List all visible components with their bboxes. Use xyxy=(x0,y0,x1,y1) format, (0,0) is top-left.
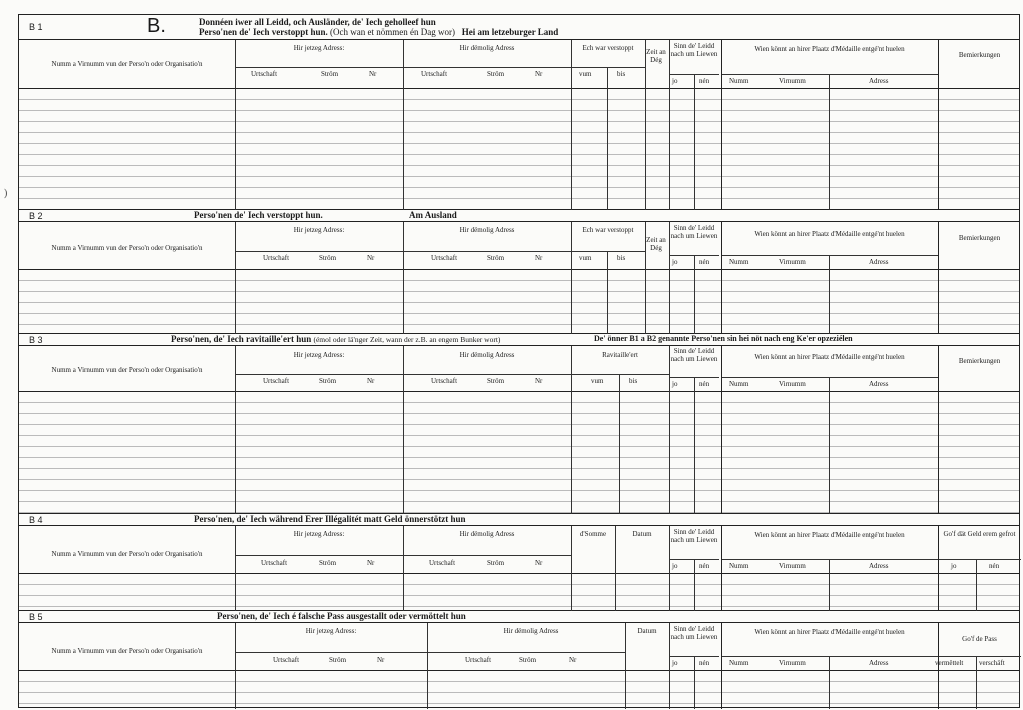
table-header xyxy=(19,222,1019,270)
no-header: nén xyxy=(699,77,710,85)
place-header: Urtschaft xyxy=(421,70,448,78)
medal-header: Wien könnt an hirer Plaatz d'Médaille entgé'nt huelen xyxy=(754,531,905,539)
section-b1 xyxy=(19,15,1019,210)
street-header: Ström xyxy=(487,70,505,78)
table-body xyxy=(19,671,1019,709)
alive-header: Sinn de' Leidd nach um Liewen xyxy=(670,625,718,641)
no-header: nén xyxy=(989,562,1000,570)
remarks-header: Bemierkungen xyxy=(958,51,1001,59)
pass-issued-header: vermëttelt xyxy=(935,659,964,667)
from-header: vum xyxy=(579,70,592,78)
nr-header: Nr xyxy=(367,377,375,385)
section-b2-title xyxy=(19,210,1019,222)
alive-header: Sinn de' Leidd nach um Liewen xyxy=(670,42,718,58)
section-title: Perso'nen, de' Iech é falsche Pass ausgestallt oder vermöttelt hun xyxy=(217,611,466,621)
place-header: Urtschaft xyxy=(263,377,290,385)
medal-name-header: Numm xyxy=(729,77,749,85)
name-col-header: Numm a Virnumm vun der Perso'n oder Organisatio'n xyxy=(51,550,203,558)
nr-header: Nr xyxy=(377,656,385,664)
place-header: Urtschaft xyxy=(251,70,278,78)
section-b2 xyxy=(19,210,1019,334)
to-header: bis xyxy=(617,254,626,262)
current-address-header: Hir jetzeg Adress: xyxy=(293,226,345,234)
nr-header: Nr xyxy=(535,559,543,567)
section-title-tail: De' önner B1 a B2 genannte Perso'nen sin hei nöt nach eng Ke'er opzeziélen xyxy=(594,334,853,343)
yes-header: jo xyxy=(672,659,678,667)
section-b5 xyxy=(19,611,1019,709)
current-address-header: Hir jetzeg Adress: xyxy=(293,351,345,359)
days-header: Zeit an Dég xyxy=(646,48,666,64)
medal-first-header: Virnumm xyxy=(779,258,806,266)
street-header: Ström xyxy=(319,254,337,262)
medal-first-header: Virnumm xyxy=(779,380,806,388)
section-title-tail: Am Ausland xyxy=(409,210,457,220)
nr-header: Nr xyxy=(367,559,375,567)
medal-first-header: Virnumm xyxy=(779,659,806,667)
medal-name-header: Numm xyxy=(729,562,749,570)
place-header: Urtschaft xyxy=(431,377,458,385)
former-address-header: Hir dëmolig Adress xyxy=(459,226,515,234)
nr-header: Nr xyxy=(569,656,577,664)
table-header xyxy=(19,40,1019,89)
place-header: Urtschaft xyxy=(431,254,458,262)
name-col-header: Numm a Virnumm vun der Perso'n oder Organisatio'n xyxy=(51,366,203,374)
date-header: Datum xyxy=(637,627,657,635)
section-title: Donnéen iwer all Leidd, och Ausländer, de' Iech geholleef hun xyxy=(199,17,436,27)
medal-address-header: Adress xyxy=(869,77,889,85)
table-body xyxy=(19,574,1019,611)
table-body xyxy=(19,392,1019,514)
medal-header: Wien könnt an hirer Plaatz d'Médaille entgé'nt huelen xyxy=(754,353,905,361)
section-b4 xyxy=(19,514,1019,611)
medal-name-header: Numm xyxy=(729,380,749,388)
yes-header: jo xyxy=(672,380,678,388)
former-address-header: Hir dëmolig Adress xyxy=(459,44,515,52)
current-address-header: Hir jetzeg Adress: xyxy=(293,530,345,538)
place-header: Urtschaft xyxy=(465,656,492,664)
street-header: Ström xyxy=(487,377,505,385)
days-header: Zeit an Dég xyxy=(646,236,666,252)
current-address-header: Hir jetzeg Adress: xyxy=(305,627,357,635)
medal-address-header: Adress xyxy=(869,380,889,388)
medal-first-header: Virnumm xyxy=(779,562,806,570)
hidden-header: Ech war verstoppt xyxy=(582,44,634,52)
section-b1-title xyxy=(19,15,1019,40)
to-header: bis xyxy=(629,377,638,385)
table-header xyxy=(19,623,1019,671)
table-header xyxy=(19,526,1019,574)
date-header: Datum xyxy=(632,530,652,538)
no-header: nén xyxy=(699,562,710,570)
section-b5-title xyxy=(19,611,1019,623)
pass-header: Go'f de Pass xyxy=(962,635,997,643)
sum-header: d'Somme xyxy=(579,530,607,538)
name-col-header: Numm a Virnumm vun der Perso'n oder Organisatio'n xyxy=(51,244,203,252)
section-title: Perso'nen de' Iech verstoppt hun. xyxy=(194,210,323,220)
yes-header: jo xyxy=(951,562,957,570)
remarks-header: Bemierkungen xyxy=(958,357,1001,365)
street-header: Ström xyxy=(319,377,337,385)
alive-header: Sinn de' Leidd nach um Liewen xyxy=(670,528,718,544)
section-title: Perso'nen, de' Iech während Erer Illégalitét matt Geld önnerstötzt hun xyxy=(194,514,466,524)
street-header: Ström xyxy=(329,656,347,664)
nr-header: Nr xyxy=(535,254,543,262)
former-address-header: Hir dëmolig Adress xyxy=(503,627,559,635)
section-b3-title xyxy=(19,334,1019,346)
alive-header: Sinn de' Leidd nach um Liewen xyxy=(670,347,718,363)
hidden-header: Ech war verstoppt xyxy=(582,226,634,234)
medal-name-header: Numm xyxy=(729,659,749,667)
nr-header: Nr xyxy=(535,377,543,385)
medal-name-header: Numm xyxy=(729,258,749,266)
section-subtitle: Perso'nen de' Iech verstoppt hun. (Och wan et nömmen én Dag wor) Hei am letzeburger Land xyxy=(199,27,559,37)
street-header: Ström xyxy=(321,70,339,78)
nr-header: Nr xyxy=(367,254,375,262)
no-header: nén xyxy=(699,380,710,388)
yes-header: jo xyxy=(672,258,678,266)
street-header: Ström xyxy=(487,559,505,567)
section-code: B 2 xyxy=(29,211,43,221)
supplied-header: Ravitaille'ert xyxy=(602,351,638,359)
alive-header: Sinn de' Leidd nach um Liewen xyxy=(670,224,718,240)
name-col-header: Numm a Virnumm vun der Perso'n oder Organisatio'n xyxy=(51,60,203,68)
no-header: nén xyxy=(699,659,710,667)
table-body xyxy=(19,270,1019,334)
from-header: vum xyxy=(579,254,592,262)
name-col-header: Numm a Virnumm vun der Perso'n oder Organisatio'n xyxy=(51,647,203,655)
section-code: B 3 xyxy=(29,335,43,345)
section-code: B 5 xyxy=(29,612,43,622)
place-header: Urtschaft xyxy=(263,254,290,262)
street-header: Ström xyxy=(319,559,337,567)
place-header: Urtschaft xyxy=(261,559,288,567)
current-address-header: Hir jetzeg Adress: xyxy=(293,44,345,52)
medal-header: Wien könnt an hirer Plaatz d'Médaille entgé'nt huelen xyxy=(754,628,905,636)
yes-header: jo xyxy=(672,562,678,570)
section-b3 xyxy=(19,334,1019,514)
questionnaire-sheet xyxy=(18,14,1020,708)
from-header: vum xyxy=(591,377,604,385)
nr-header: Nr xyxy=(369,70,377,78)
medal-address-header: Adress xyxy=(869,258,889,266)
sheet-letter: B. xyxy=(147,15,166,37)
place-header: Urtschaft xyxy=(273,656,300,664)
street-header: Ström xyxy=(519,656,537,664)
section-code: B 4 xyxy=(29,515,43,525)
medal-address-header: Adress xyxy=(869,562,889,570)
margin-mark: ) xyxy=(4,188,8,199)
to-header: bis xyxy=(617,70,626,78)
medal-header: Wien könnt an hirer Plaatz d'Médaille entgé'nt huelen xyxy=(754,45,905,53)
section-code: B 1 xyxy=(29,22,43,32)
nr-header: Nr xyxy=(535,70,543,78)
table-body xyxy=(19,89,1019,210)
section-b4-title xyxy=(19,514,1019,526)
no-header: nén xyxy=(699,258,710,266)
table-header xyxy=(19,346,1019,392)
former-address-header: Hir dëmolig Adress xyxy=(459,530,515,538)
former-address-header: Hir dëmolig Adress xyxy=(459,351,515,359)
medal-header: Wien könnt an hirer Plaatz d'Médaille entgé'nt huelen xyxy=(754,230,905,238)
pass-made-header: verschäft xyxy=(979,659,1005,667)
medal-first-header: Virnumm xyxy=(779,77,806,85)
medal-address-header: Adress xyxy=(869,659,889,667)
section-title: Perso'nen, de' Iech ravitaille'ert hun (émol oder lä'nger Zeit, wann der z.B. an engem Bunker wort) xyxy=(171,334,501,344)
remarks-header: Bemierkungen xyxy=(958,234,1001,242)
street-header: Ström xyxy=(487,254,505,262)
place-header: Urtschaft xyxy=(429,559,456,567)
money-returned-header: Go'f dät Geld erem gefrot xyxy=(943,530,1016,538)
yes-header: jo xyxy=(672,77,678,85)
